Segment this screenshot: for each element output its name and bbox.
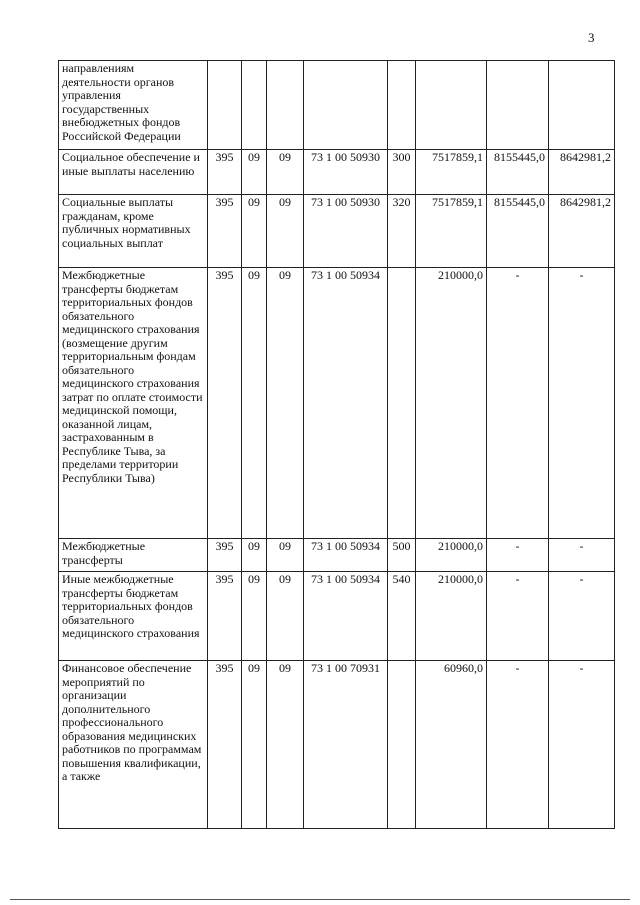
ministry-code-cell: 395	[208, 268, 242, 539]
target-article-cell: 73 1 00 50934	[304, 539, 388, 572]
row-name-cell: Финансовое обеспечение мероприятий по организации дополнительного профессионального образования медицинских работников по программам повышения квалификации, а также	[59, 661, 208, 829]
expense-type-cell	[388, 268, 416, 539]
row-name-cell: Иные межбюджетные трансферты бюджетам территориальных фондов обязательного медицинского страхования	[59, 572, 208, 661]
row-name-cell: Социальное обеспечение и иные выплаты населению	[59, 150, 208, 195]
amount-year2-cell: -	[487, 661, 549, 829]
table-row	[59, 61, 615, 150]
section-code-cell: 09	[242, 268, 267, 539]
budget-table	[58, 60, 615, 829]
amount-year3-cell	[549, 61, 615, 150]
subsection-code-cell: 09	[267, 572, 304, 661]
amount-year3-cell: -	[549, 539, 615, 572]
row-name-cell: Межбюджетные трансферты	[59, 539, 208, 572]
row-name-cell: направлениям деятельности органов управления государственных внебюджетных фондов Российской Федерации	[59, 61, 208, 150]
table-row	[59, 539, 615, 572]
amount-year2-cell: -	[487, 268, 549, 539]
amount-year1-cell: 210000,0	[416, 268, 487, 539]
table-row	[59, 661, 615, 829]
target-article-cell: 73 1 00 50934	[304, 268, 388, 539]
ministry-code-cell: 395	[208, 572, 242, 661]
target-article-cell	[304, 61, 388, 150]
amount-year1-cell: 210000,0	[416, 539, 487, 572]
section-code-cell: 09	[242, 539, 267, 572]
amount-year1-cell: 210000,0	[416, 572, 487, 661]
expense-type-cell: 540	[388, 572, 416, 661]
expense-type-cell: 500	[388, 539, 416, 572]
subsection-code-cell: 09	[267, 661, 304, 829]
expense-type-cell	[388, 61, 416, 150]
amount-year1-cell: 7517859,1	[416, 150, 487, 195]
expense-type-cell	[388, 661, 416, 829]
page-bottom-rule	[10, 899, 630, 900]
section-code-cell: 09	[242, 195, 267, 268]
subsection-code-cell: 09	[267, 195, 304, 268]
amount-year1-cell: 60960,0	[416, 661, 487, 829]
amount-year3-cell: -	[549, 572, 615, 661]
ministry-code-cell: 395	[208, 539, 242, 572]
amount-year3-cell: 8642981,2	[549, 195, 615, 268]
row-name-cell: Социальные выплаты гражданам, кроме публичных нормативных социальных выплат	[59, 195, 208, 268]
amount-year3-cell: -	[549, 268, 615, 539]
amount-year2-cell: -	[487, 572, 549, 661]
section-code-cell	[242, 61, 267, 150]
table-row	[59, 195, 615, 268]
row-name-cell: Межбюджетные трансферты бюджетам территориальных фондов обязательного медицинского страхования (возмещение другим территориальным фондам обязательного медицинского страхования затрат по оплате стоимости медицинской помощи, оказанной лицам, застрахованным в Республике Тыва, за пределами территории Республики Тыва)	[59, 268, 208, 539]
ministry-code-cell: 395	[208, 661, 242, 829]
subsection-code-cell: 09	[267, 539, 304, 572]
amount-year2-cell: 8155445,0	[487, 150, 549, 195]
subsection-code-cell: 09	[267, 150, 304, 195]
subsection-code-cell	[267, 61, 304, 150]
amount-year3-cell: 8642981,2	[549, 150, 615, 195]
ministry-code-cell	[208, 61, 242, 150]
amount-year1-cell	[416, 61, 487, 150]
table-row	[59, 150, 615, 195]
ministry-code-cell: 395	[208, 195, 242, 268]
section-code-cell: 09	[242, 150, 267, 195]
amount-year2-cell: 8155445,0	[487, 195, 549, 268]
amount-year2-cell: -	[487, 539, 549, 572]
page-number: 3	[588, 30, 595, 45]
amount-year3-cell: -	[549, 661, 615, 829]
target-article-cell: 73 1 00 50930	[304, 150, 388, 195]
target-article-cell: 73 1 00 50934	[304, 572, 388, 661]
target-article-cell: 73 1 00 70931	[304, 661, 388, 829]
expense-type-cell: 300	[388, 150, 416, 195]
budget-table-body	[59, 61, 615, 829]
section-code-cell: 09	[242, 661, 267, 829]
section-code-cell: 09	[242, 572, 267, 661]
table-row	[59, 268, 615, 539]
amount-year1-cell: 7517859,1	[416, 195, 487, 268]
expense-type-cell: 320	[388, 195, 416, 268]
target-article-cell: 73 1 00 50930	[304, 195, 388, 268]
amount-year2-cell	[487, 61, 549, 150]
subsection-code-cell: 09	[267, 268, 304, 539]
table-row	[59, 572, 615, 661]
ministry-code-cell: 395	[208, 150, 242, 195]
